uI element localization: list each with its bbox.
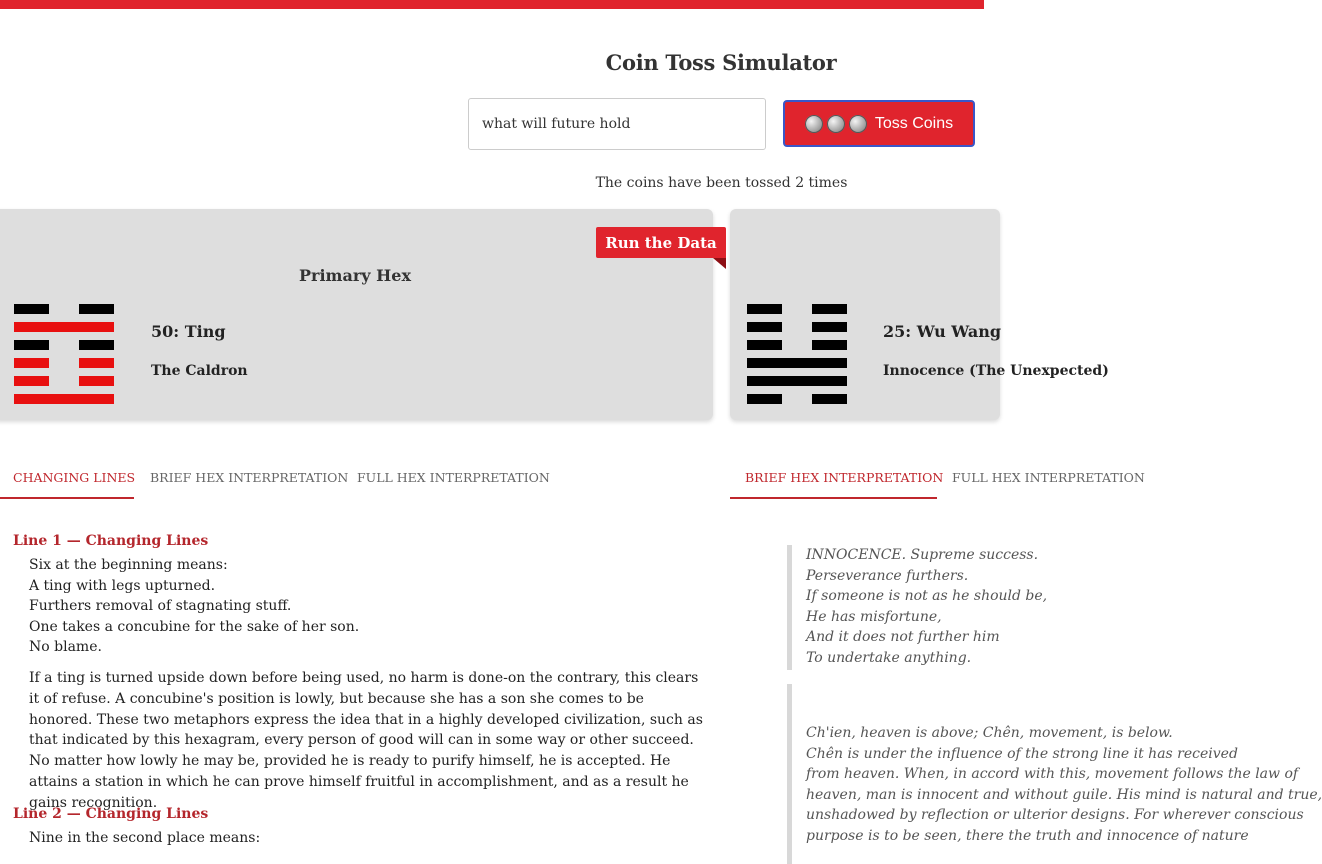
- hex-line: [747, 340, 847, 350]
- hex-line-segment: [747, 304, 782, 314]
- verse-line: Six at the beginning means:: [29, 557, 228, 573]
- active-tab-indicator-right: [730, 497, 937, 499]
- changing-hex-line: [14, 394, 114, 404]
- primary-hex-title: Primary Hex: [299, 266, 411, 285]
- hex-line-segment: [812, 304, 847, 314]
- line-1-commentary: If a ting is turned upside down before being used, no harm is done-on the contrary, this clears it of refuse. A concubine's position is lowly, but because she has a son she comes to be honored. These two metaphors express the idea that in a highly developed civilization, such as that indicated by this hexagram, every person of good will can in some way or other succeed. No matter how lowly he may be, provided he is ready to purify himself, he is accepted. He attains a station in which he can prove himself fruitful in accomplishment, and as a result he gains recognition.: [29, 670, 703, 811]
- ribbon-fold: [713, 258, 726, 269]
- changing-hex-line: [14, 376, 114, 386]
- judgment-quote: [787, 545, 1048, 670]
- hex-line-segment: [79, 340, 114, 350]
- line-2-heading: Line 2 — Changing Lines: [13, 806, 209, 822]
- hex-line-segment: [812, 322, 847, 332]
- hex-line-segment: [747, 322, 782, 332]
- hex-line-segment: [812, 394, 847, 404]
- secondary-hexagram-icon: [747, 304, 847, 412]
- toss-coins-label: Toss Coins: [874, 114, 954, 132]
- toss-count-status: The coins have been tossed 2 times: [595, 175, 848, 191]
- run-the-data-button[interactable]: Run the Data: [596, 227, 726, 258]
- quote-line: INNOCENCE. Supreme success.: [806, 547, 1039, 563]
- top-accent-bar: [0, 0, 984, 9]
- primary-hex-name: 50: Ting: [151, 322, 226, 341]
- coin-icon: [849, 115, 867, 133]
- hex-line: [747, 394, 847, 404]
- image-quote: [787, 684, 1322, 864]
- hex-line-segment: [812, 340, 847, 350]
- changing-hex-line: [14, 322, 114, 332]
- changing-hex-line: [14, 358, 114, 368]
- primary-hex-subtitle: The Caldron: [151, 363, 248, 379]
- verse-line: One takes a concubine for the sake of her son.: [29, 618, 360, 635]
- coin-icon: [827, 115, 845, 133]
- quote-line: unshadowed by reflection or ulterior designs. For wherever conscious: [806, 807, 1304, 824]
- hex-line-segment: [747, 394, 782, 404]
- toss-coins-button[interactable]: [783, 100, 975, 147]
- verse-line: Furthers removal of stagnating stuff.: [29, 598, 292, 615]
- hex-line-segment: [14, 394, 114, 404]
- hex-line: [14, 304, 114, 314]
- quote-line: If someone is not as he should be,: [806, 588, 1048, 605]
- coin-icon: [805, 115, 823, 133]
- hex-line-segment: [14, 322, 114, 332]
- quote-line: purpose is to be seen, there the truth and innocence of nature: [806, 827, 1249, 844]
- line-1-verse: [29, 555, 359, 658]
- tab-changing-lines[interactable]: CHANGING LINES: [13, 470, 136, 485]
- quote-line: heaven, man is innocent and without guile. His mind is natural and true,: [806, 786, 1322, 803]
- hex-line-segment: [14, 358, 49, 368]
- quote-line: Ch'ien, heaven is above; Chên, movement, is below.: [806, 725, 1173, 741]
- active-tab-indicator: [0, 497, 134, 499]
- line-1-heading: Line 1 — Changing Lines: [13, 533, 209, 549]
- quote-line: He has misfortune,: [806, 608, 942, 625]
- hex-line-segment: [747, 358, 847, 368]
- hex-line-segment: [79, 304, 114, 314]
- question-input[interactable]: [468, 98, 766, 150]
- tab-brief-hex-interpretation-right[interactable]: BRIEF HEX INTERPRETATION: [745, 470, 944, 485]
- tab-full-hex-interpretation[interactable]: FULL HEX INTERPRETATION: [357, 470, 550, 485]
- quote-line: And it does not further him: [806, 629, 1000, 646]
- hex-line-segment: [79, 376, 114, 386]
- quote-line: Perseverance furthers.: [806, 567, 969, 584]
- secondary-hex-subtitle: Innocence (The Unexpected): [883, 363, 1109, 379]
- tab-brief-hex-interpretation[interactable]: BRIEF HEX INTERPRETATION: [150, 470, 349, 485]
- secondary-hex-name: 25: Wu Wang: [883, 322, 1002, 341]
- hex-line-segment: [79, 358, 114, 368]
- hex-line: [14, 340, 114, 350]
- hex-line-segment: [747, 340, 782, 350]
- tab-full-hex-interpretation-right[interactable]: FULL HEX INTERPRETATION: [952, 470, 1145, 485]
- hex-line: [747, 322, 847, 332]
- hex-line-segment: [14, 340, 49, 350]
- primary-hexagram-icon: [14, 304, 114, 412]
- hex-line: [747, 358, 847, 368]
- page-title: Coin Toss Simulator: [605, 50, 837, 75]
- verse-line: A ting with legs upturned.: [29, 577, 216, 594]
- line-2-verse-first: Nine in the second place means:: [29, 830, 261, 846]
- quote-line: To undertake anything.: [806, 649, 972, 666]
- verse-line: No blame.: [29, 639, 102, 656]
- hex-line-segment: [747, 376, 847, 386]
- hex-line: [747, 304, 847, 314]
- hex-line-segment: [14, 304, 49, 314]
- quote-line: from heaven. When, in accord with this, movement follows the law of: [806, 766, 1299, 783]
- hex-line: [747, 376, 847, 386]
- quote-line: Chên is under the influence of the strong line it has received: [806, 745, 1238, 762]
- hex-line-segment: [14, 376, 49, 386]
